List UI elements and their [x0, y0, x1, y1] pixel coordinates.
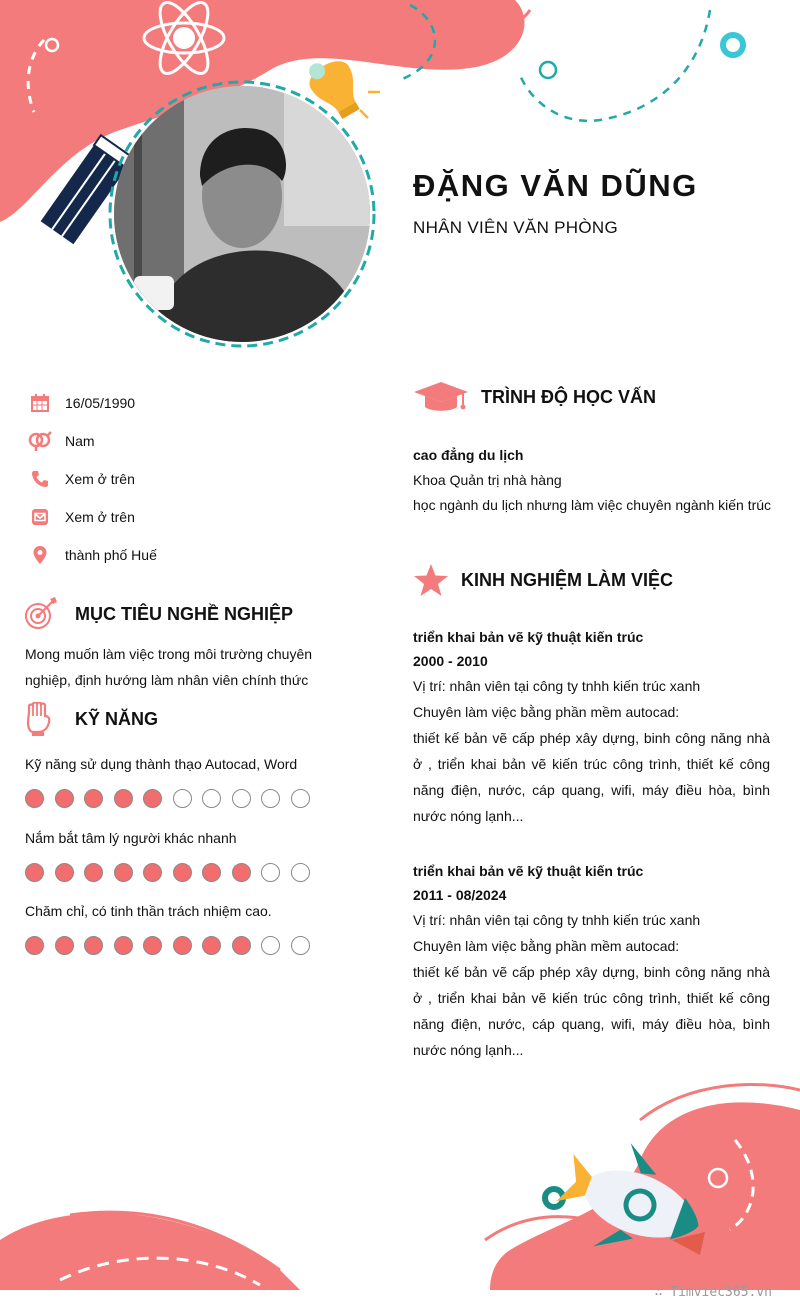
contact-list: [28, 384, 358, 574]
skill-rating: [25, 789, 325, 808]
skills-heading: [24, 702, 158, 736]
calendar-icon: [28, 391, 52, 415]
target-icon: [24, 596, 60, 632]
phone-text: Xem ở trên: [65, 471, 135, 487]
rating-dot-filled: [173, 863, 192, 882]
watermark: ∴ Timviec365.vn: [654, 1285, 772, 1300]
experience-role: triển khai bản vẽ kỹ thuật kiến trúc: [413, 629, 644, 645]
watermark-text: Timviec365.vn: [670, 1285, 772, 1300]
star-icon: [413, 563, 449, 597]
rating-dot-filled: [84, 863, 103, 882]
birthday-text: 16/05/1990: [65, 395, 136, 411]
rating-dot-empty: [261, 789, 280, 808]
experience-title: KINH NGHIỆM LÀM VIỆC: [461, 569, 674, 590]
rating-dot-empty: [261, 863, 280, 882]
profile-photo: [114, 86, 370, 342]
skill-name: Kỹ năng sử dụng thành thạo Autocad, Word: [25, 756, 298, 772]
objective-heading: [24, 596, 293, 632]
phone-icon: [28, 467, 52, 491]
experience-description: thiết kế bản vẽ cấp phép xây dựng, binh công năng nhà ở , triển khai bản vẽ kiến trúc công trình, thiết kế công năng điện, nước, cáp quang, wifi, máy điều hòa, bình nước nóng lạnh...: [413, 730, 770, 824]
rating-dot-filled: [25, 863, 44, 882]
rating-dot-empty: [291, 789, 310, 808]
rating-dot-empty: [291, 863, 310, 882]
rating-dot-empty: [202, 789, 221, 808]
skill-name: Nắm bắt tâm lý người khác nhanh: [25, 830, 237, 846]
education-school: cao đẳng du lịch: [413, 447, 524, 463]
skill-item: [25, 753, 325, 808]
experience-position: Vị trí: nhân viên tại công ty tnhh kiến trúc xanh: [413, 678, 701, 694]
candidate-name: ĐẶNG VĂN DŨNG: [413, 168, 698, 203]
experience-entry: [413, 625, 770, 829]
email-text: Xem ở trên: [65, 509, 135, 525]
rating-dot-filled: [143, 863, 162, 882]
experience-heading: [413, 563, 673, 597]
contact-address: [28, 536, 358, 574]
skill-item: [25, 827, 325, 882]
rating-dot-filled: [114, 863, 133, 882]
rating-dot-filled: [202, 863, 221, 882]
experience-line: Chuyên làm việc bằng phần mềm autocad:: [413, 704, 680, 720]
skill-item: [25, 900, 325, 955]
skill-name: Chăm chỉ, có tinh thần trách nhiệm cao.: [25, 903, 272, 919]
objective-title: MỤC TIÊU NGHỀ NGHIỆP: [75, 603, 294, 624]
skills-title: KỸ NĂNG: [75, 708, 159, 729]
education-note: học ngành du lịch nhưng làm việc chuyên ngành kiến trúc: [413, 497, 772, 513]
avatar-photo: [114, 86, 370, 342]
rating-dot-filled: [173, 936, 192, 955]
experience-role: triển khai bản vẽ kỹ thuật kiến trúc: [413, 863, 644, 879]
rating-dot-filled: [202, 936, 221, 955]
education-entry: [413, 443, 783, 518]
objective-line-2: nghiệp, định hướng làm nhân viên chính thức: [25, 672, 309, 688]
rating-dot-filled: [84, 789, 103, 808]
education-heading: [413, 380, 656, 414]
experience-period: 2011 - 08/2024: [413, 887, 507, 903]
rating-dot-filled: [114, 789, 133, 808]
rating-dot-filled: [143, 789, 162, 808]
gender-text: Nam: [65, 433, 95, 449]
experience-description: thiết kế bản vẽ cấp phép xây dựng, binh công năng nhà ở , triển khai bản vẽ kiến trúc công trình, thiết kế công năng điện, nước, cáp quang, wifi, máy điều hòa, bình nước nóng lạnh...: [413, 964, 770, 1058]
location-pin-icon: [28, 543, 52, 567]
rating-dot-filled: [25, 789, 44, 808]
contact-birthday: [28, 384, 358, 422]
contact-gender: [28, 422, 358, 460]
fist-icon: [24, 702, 60, 736]
contact-email: [28, 498, 358, 536]
rating-dot-filled: [143, 936, 162, 955]
rating-dot-filled: [232, 863, 251, 882]
rating-dot-empty: [291, 936, 310, 955]
rating-dot-filled: [114, 936, 133, 955]
email-icon: [28, 505, 52, 529]
rating-dot-filled: [84, 936, 103, 955]
rating-dot-empty: [173, 789, 192, 808]
gender-icon: [28, 429, 52, 453]
skill-rating: [25, 936, 325, 955]
experience-period: 2000 - 2010: [413, 653, 488, 669]
skill-rating: [25, 863, 325, 882]
contact-phone: [28, 460, 358, 498]
job-title: NHÂN VIÊN VĂN PHÒNG: [413, 218, 619, 237]
experience-line: Chuyên làm việc bằng phần mềm autocad:: [413, 938, 680, 954]
address-text: thành phố Huế: [65, 547, 157, 563]
objective-text: [25, 641, 325, 693]
experience-entry: [413, 859, 770, 1063]
education-major: Khoa Quản trị nhà hàng: [413, 472, 562, 488]
rating-dot-filled: [25, 936, 44, 955]
rating-dot-filled: [55, 863, 74, 882]
objective-line-1: Mong muốn làm việc trong môi trường chuyên: [25, 646, 313, 662]
education-title: TRÌNH ĐỘ HỌC VẤN: [481, 386, 656, 407]
experience-position: Vị trí: nhân viên tại công ty tnhh kiến trúc xanh: [413, 912, 701, 928]
rating-dot-empty: [232, 789, 251, 808]
rating-dot-filled: [55, 789, 74, 808]
rating-dot-empty: [261, 936, 280, 955]
rating-dot-filled: [55, 936, 74, 955]
rating-dot-filled: [232, 936, 251, 955]
graduation-cap-icon: [413, 380, 469, 414]
